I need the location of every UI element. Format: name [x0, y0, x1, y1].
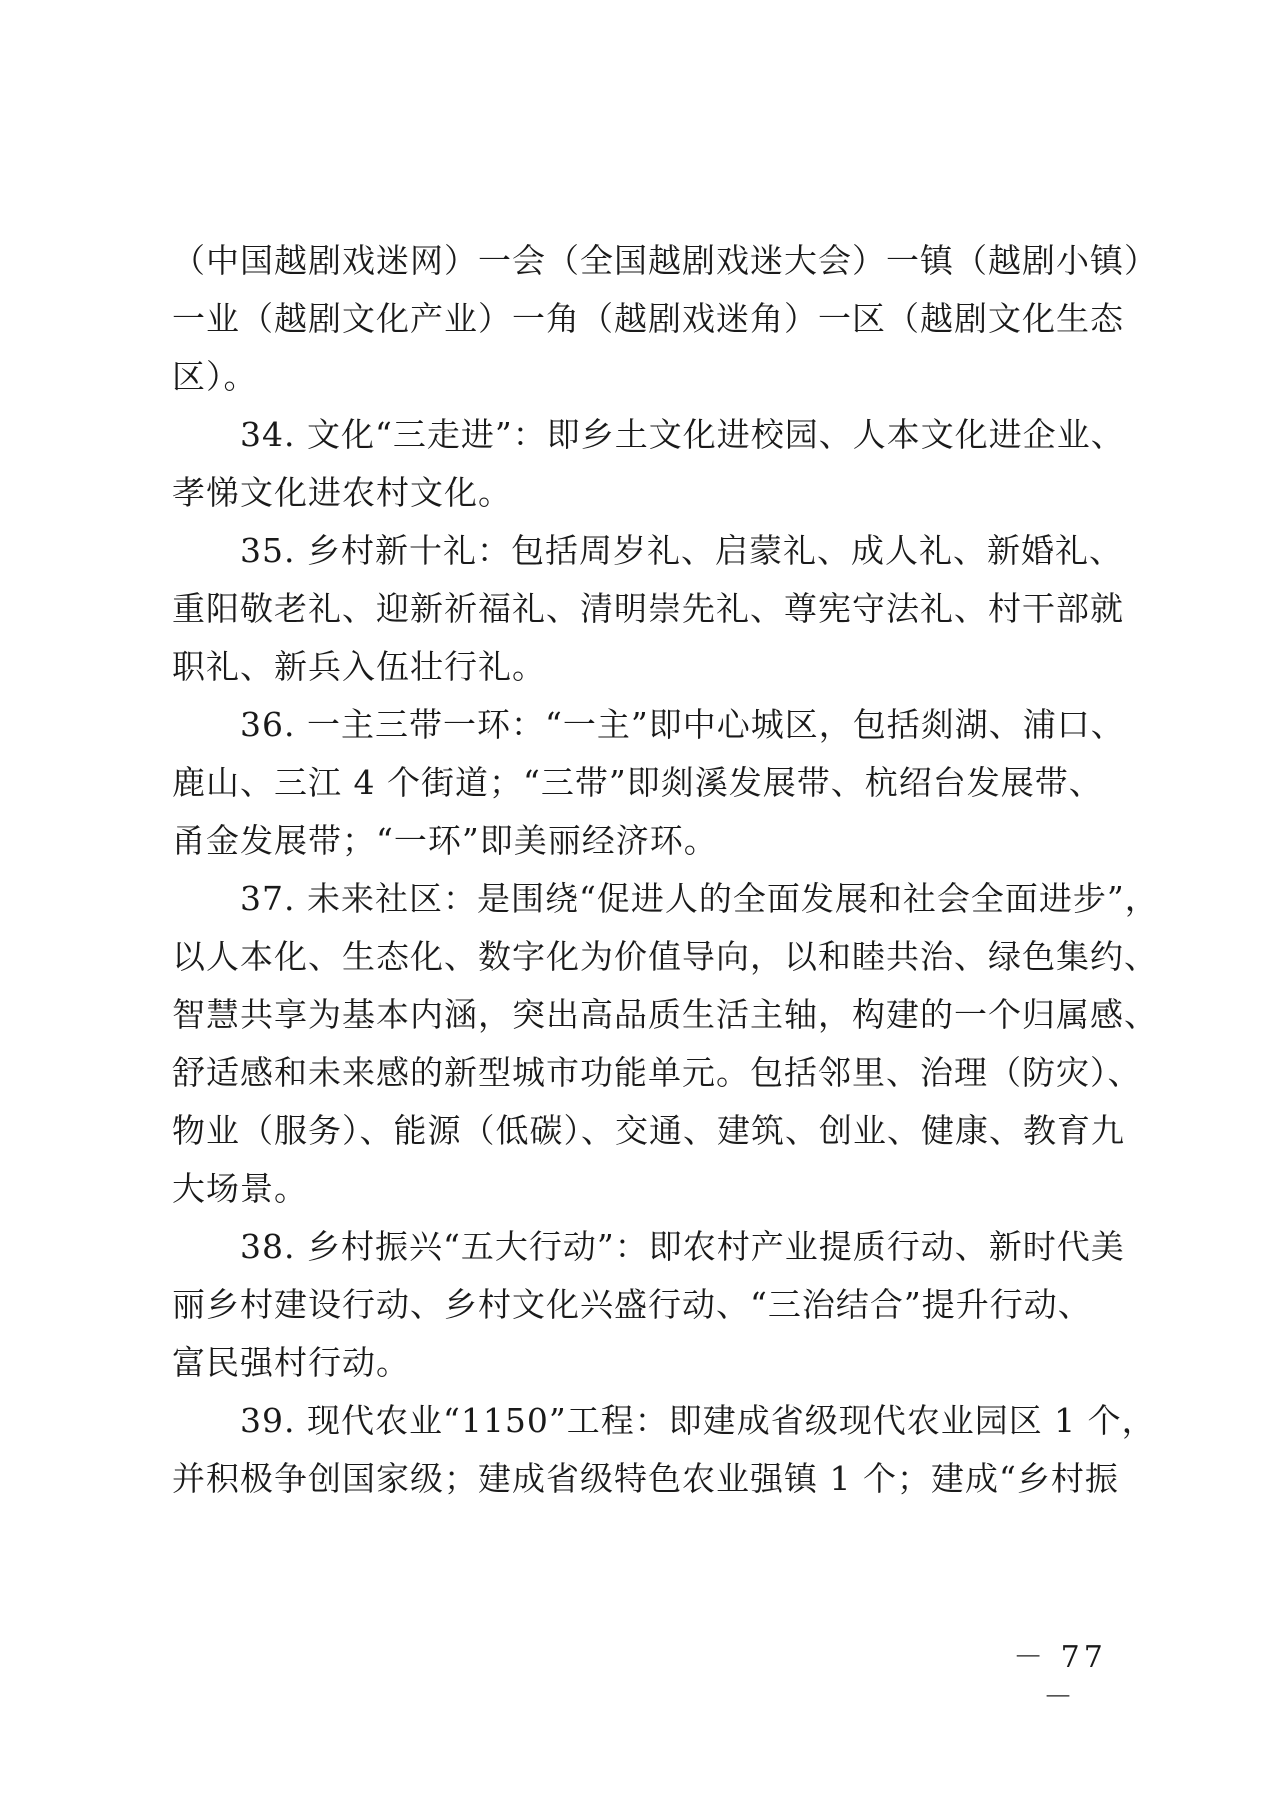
text-line: 一业（越剧文化产业）一角（越剧戏迷角）一区（越剧文化生态 [172, 299, 1124, 338]
text-line: 富民强村行动。 [172, 1343, 410, 1382]
text-line: 并积极争创国家级；建成省级特色农业强镇 1 个；建成“乡村振 [172, 1459, 1119, 1498]
text-line: 智慧共享为基本内涵，突出高品质生活主轴，构建的一个归属感、 [172, 995, 1158, 1034]
text-line: 重阳敬老礼、迎新祈福礼、清明崇先礼、尊宪守法礼、村干部就 [172, 589, 1124, 628]
paragraph-38 [172, 1218, 1125, 1392]
text-line: 36. 一主三带一环：“一主”即中心城区，包括剡湖、浦口、 [240, 705, 1125, 744]
text-line: 甬金发展带；“一环”即美丽经济环。 [172, 821, 718, 860]
text-line: 舒适感和未来感的新型城市功能单元。包括邻里、治理（防灾）、 [172, 1053, 1142, 1092]
page-number: － 77 － [1013, 1640, 1107, 1715]
paragraph-39 [172, 1392, 1156, 1508]
text-line: 职礼、新兵入伍壮行礼。 [172, 647, 546, 686]
body-text [172, 232, 1159, 1508]
paragraph-37 [172, 870, 1159, 1218]
paragraph-33-continuation [172, 232, 1158, 406]
text-line: 39. 现代农业“1150”工程：即建成省级现代农业园区 1 个， [240, 1401, 1156, 1440]
text-line: 34. 文化“三走进”：即乡土文化进校园、人本文化进企业、 [240, 415, 1125, 454]
text-line: 大场景。 [172, 1169, 308, 1208]
text-line: 鹿山、三江 4 个街道；“三带”即剡溪发展带、杭绍台发展带、 [172, 763, 1103, 802]
text-line: 以人本化、生态化、数字化为价值导向，以和睦共治、绿色集约、 [172, 937, 1158, 976]
text-line: 孝悌文化进农村文化。 [172, 473, 512, 512]
paragraph-36 [172, 696, 1125, 870]
text-line: 丽乡村建设行动、乡村文化兴盛行动、“三治结合”提升行动、 [172, 1285, 1092, 1324]
paragraph-34 [172, 406, 1125, 522]
text-line: 37. 未来社区：是围绕“促进人的全面发展和社会全面进步”， [240, 879, 1159, 918]
text-line: 物业（服务）、能源（低碳）、交通、建筑、创业、健康、教育九 [172, 1111, 1125, 1150]
text-line: 区）。 [172, 357, 258, 396]
text-line: 35. 乡村新十礼：包括周岁礼、启蒙礼、成人礼、新婚礼、 [240, 531, 1123, 570]
text-line: 38. 乡村振兴“五大行动”：即农村产业提质行动、新时代美 [240, 1227, 1125, 1266]
paragraph-35 [172, 522, 1124, 696]
text-line: （中国越剧戏迷网）一会（全国越剧戏迷大会）一镇（越剧小镇） [172, 241, 1158, 280]
